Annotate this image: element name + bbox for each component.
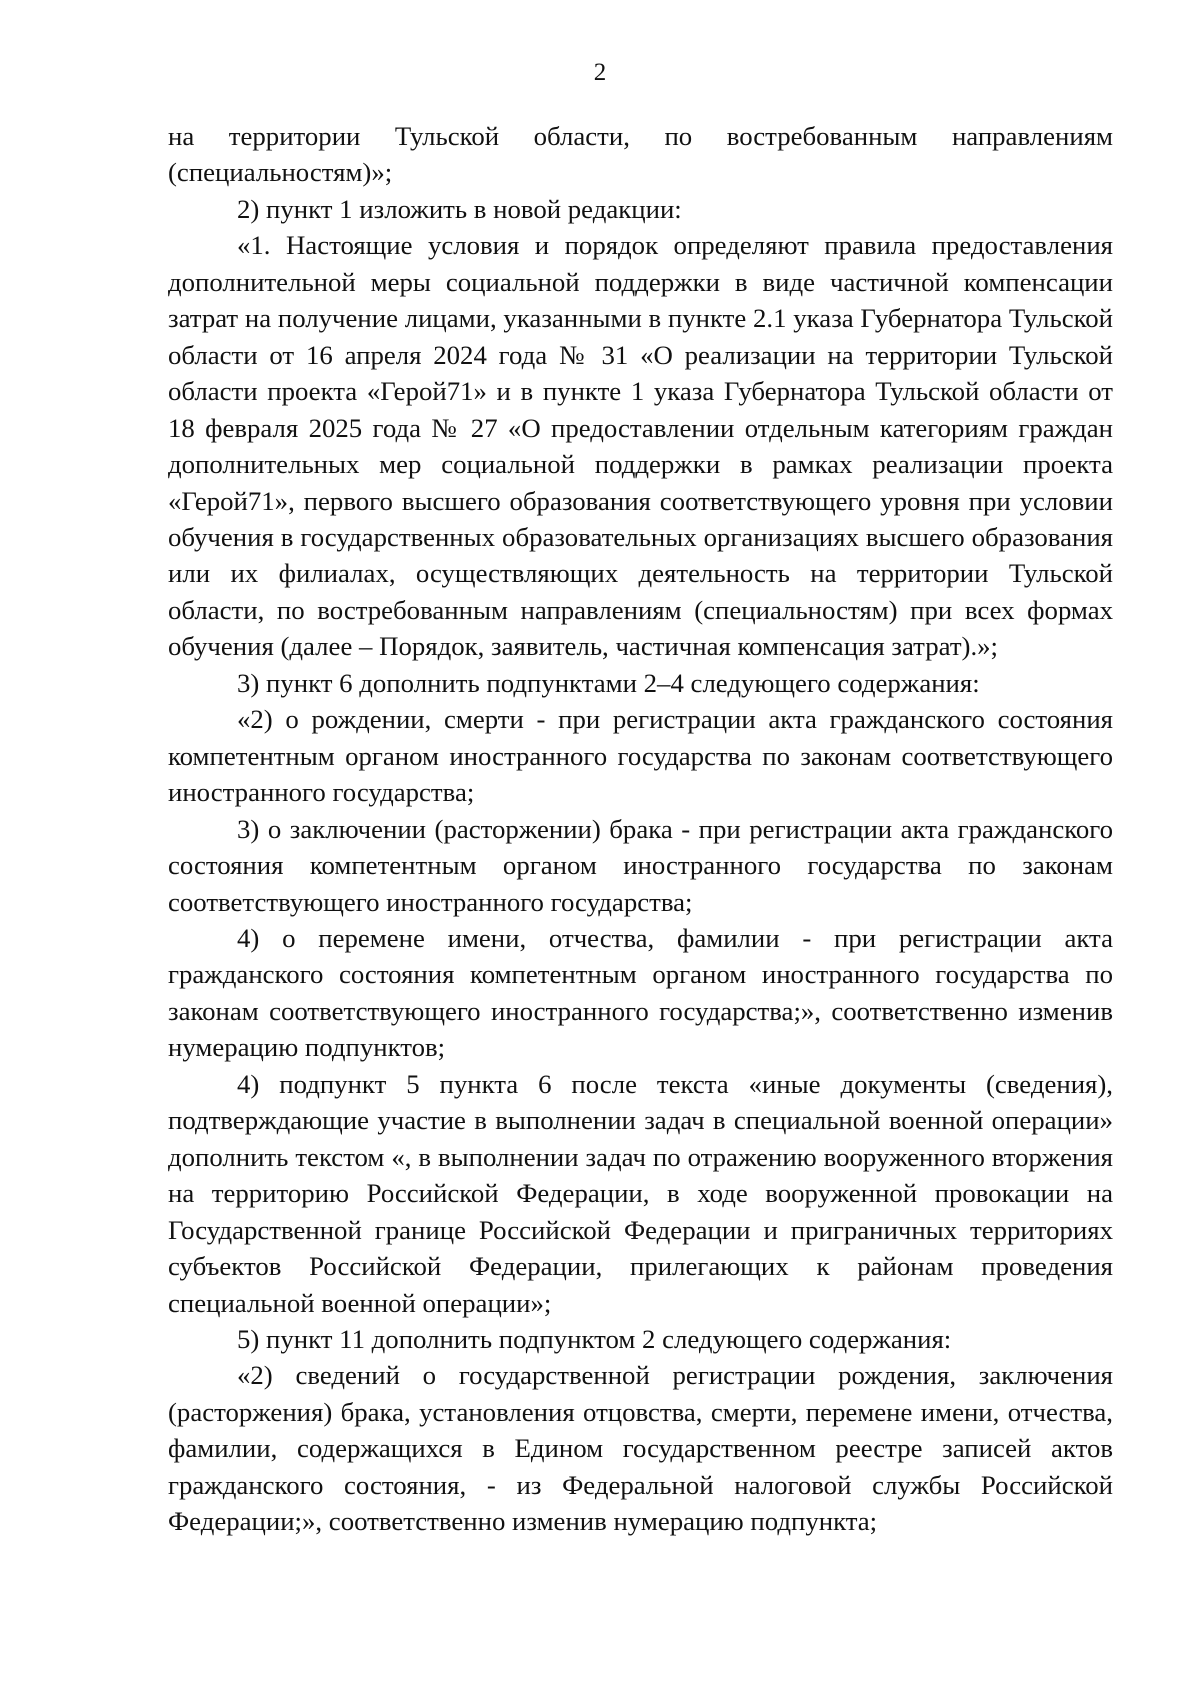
paragraph-2: 2) пункт 1 изложить в новой редакции:: [237, 193, 682, 224]
paragraph-9: 5) пункт 11 дополнить подпунктом 2 следующего содержания:: [237, 1323, 952, 1354]
paragraph-5: «2) о рождении, смерти - при регистрации акта гражданского состояния компетентным органом иностранного государства по законам соответствующего иностранного государства;: [168, 704, 1113, 808]
paragraph-6: 3) о заключении (расторжении) брака - при регистрации акта гражданского состояния компетентным органом иностранного государства по законам соответствующего иностранного государства;: [168, 813, 1113, 917]
paragraph-8: 4) подпункт 5 пункта 6 после текста «иные документы (сведения), подтверждающие участие в выполнении задач в специальной военной операции» дополнить текстом «, в выполнении задач по отражению вооруженного вторжения на территорию Российской Федерации, в ходе вооруженной провокации на Государственной границе Российской Федерации и приграничных территориях субъектов Российской Федерации, прилегающих к районам проведения специальной военной операции»;: [168, 1068, 1113, 1318]
paragraph-3: «1. Настоящие условия и порядок определяют правила предоставления дополнительной меры социальной поддержки в виде частичной компенсации затрат на получение лицами, указанными в пункте 2.1 указа Губернатора Тульской области от 16 апреля 2024 года № 31 «О реализации на территории Тульской области проекта «Герой71» и в пункте 1 указа Губернатора Тульской области от 18 февраля 2025 года № 27 «О предоставлении отдельным категориям граждан дополнительных мер социальной поддержки в рамках реализации проекта «Герой71», первого высшего образования соответствующего уровня при условии обучения в государственных образовательных организациях высшего образования или их филиалах, осуществляющих деятельность на территории Тульской области, по востребованным направлениям (специальностям) при всех формах обучения (далее – Порядок, заявитель, частичная компенсация затрат).»;: [168, 230, 1113, 662]
paragraph-7: 4) о перемене имени, отчества, фамилии - при регистрации акта гражданского состояния компетентным органом иностранного государства по законам соответствующего иностранного государства;», соответственно изменив нумерацию подпунктов;: [168, 922, 1113, 1063]
paragraph-1: на территории Тульской области, по востребованным направлениям (специальностям)»;: [168, 121, 1113, 188]
page-number: 2: [593, 59, 607, 86]
paragraph-10: «2) сведений о государственной регистрации рождения, заключения (расторжения) брака, установления отцовства, смерти, перемене имени, отчества, фамилии, содержащихся в Едином государственном реестре записей актов гражданского состояния, - из Федеральной налоговой службы Российской Федерации;», соответственно изменив нумерацию подпункта;: [168, 1360, 1113, 1537]
document-body: [168, 118, 1113, 1540]
paragraph-4: 3) пункт 6 дополнить подпунктами 2–4 следующего содержания:: [237, 667, 980, 698]
